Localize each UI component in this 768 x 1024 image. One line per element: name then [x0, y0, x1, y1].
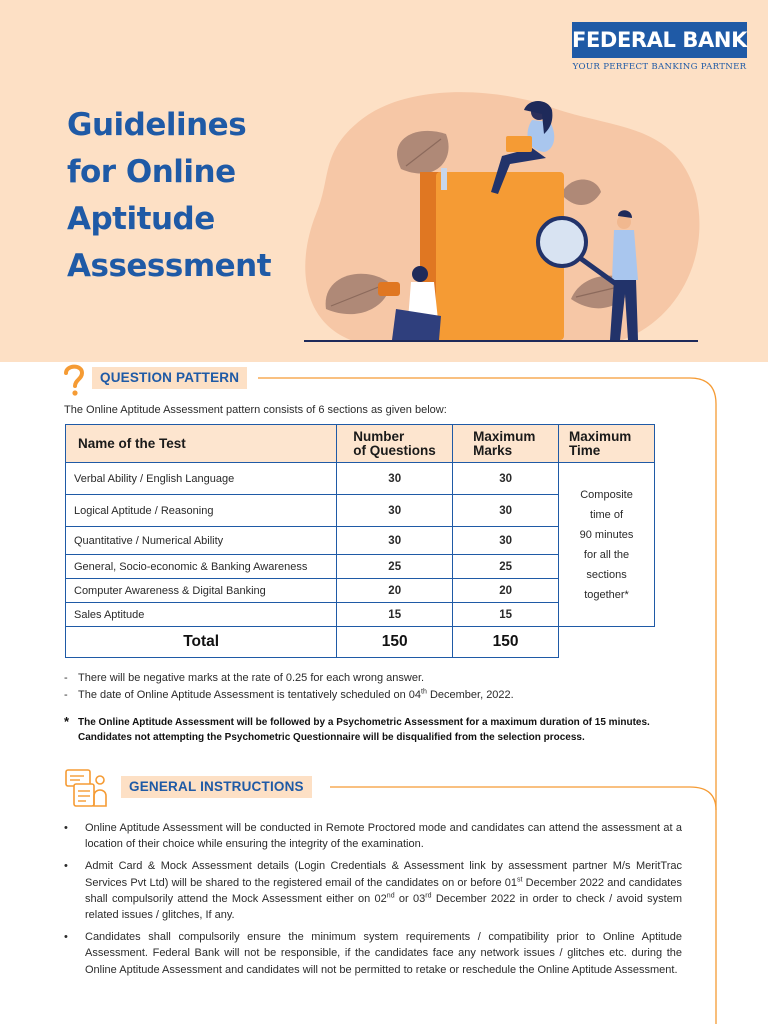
title-line-3: Aptitude [67, 201, 215, 237]
header-name-of-test: Name of the Test [66, 425, 337, 463]
note-text: The date of Online Aptitude Assessment is tentatively scheduled on 04 [78, 688, 422, 701]
instruction-text: Candidates shall compulsorily ensure the minimum system requirements / compatibility prior to Online Aptitude Assessment. Federal Bank will not be responsible, if the candidates face any network issues / glitches etc. during the Online Aptitude Assessment and candidates will not be permitted to retake or reschedule the Online Aptitude Assessment. [85, 931, 682, 976]
time-line: for all the [583, 548, 630, 561]
test-name: Logical Aptitude / Reasoning [66, 495, 337, 527]
note-item: - There will be negative marks at the rate of 0.25 for each wrong answer. [64, 672, 425, 684]
psychometric-note-line-1: The Online Aptitude Assessment will be followed by a Psychometric Assessment for a maximum duration of 15 minutes. [78, 717, 650, 728]
federal-bank-logo [572, 22, 747, 72]
test-questions: 20 [337, 579, 453, 603]
header-maximum-time [559, 425, 655, 463]
test-marks: 30 [453, 527, 559, 555]
test-marks: 25 [453, 555, 559, 579]
header-maximum-marks [453, 425, 559, 463]
total-marks: 150 [453, 627, 559, 658]
note-item: - The date of Online Aptitude Assessment is tentatively scheduled on 04th December, 2022. [64, 687, 514, 701]
logo-tagline: YOUR PERFECT BANKING PARTNER [572, 62, 747, 72]
title-line-4: Assessment [67, 248, 272, 284]
title-line-1: Guidelines [67, 107, 247, 143]
instruction-text: December 2022 and candidates shall compulsorily attend the Mock Assessment either on 02 [85, 876, 682, 905]
test-questions: 25 [337, 555, 453, 579]
test-name: Quantitative / Numerical Ability [66, 527, 337, 555]
bullet-icon: • [64, 860, 68, 873]
test-questions: 15 [337, 603, 453, 627]
test-name: Verbal Ability / English Language [66, 463, 337, 495]
time-line: sections [586, 568, 627, 581]
note-sup: th [421, 687, 427, 695]
total-questions: 150 [337, 627, 453, 658]
instruction-text: Admit Card & Mock Assessment details (Login Credentials & Assessment link by assessment partner M/s MeritTrac Services Pvt Ltd) will be shared to the registered email of the candidates on or before 01 [85, 860, 682, 889]
question-pattern-table [65, 424, 655, 658]
note-text: December, 2022. [426, 688, 514, 701]
bullet-icon: • [64, 822, 68, 834]
header-number-of-questions [337, 425, 453, 463]
test-name: Sales Aptitude [66, 603, 337, 627]
time-line: Composite [580, 488, 633, 501]
general-instructions-heading: GENERAL INSTRUCTIONS [121, 776, 312, 798]
test-name: General, Socio-economic & Banking Awareness [66, 555, 337, 579]
test-marks: 30 [453, 495, 559, 527]
time-line: together* [584, 588, 629, 601]
time-line: time of [590, 508, 624, 521]
list-item [64, 858, 682, 923]
note-text: There will be negative marks at the rate of 0.25 for each wrong answer. [78, 672, 425, 684]
pattern-notes [64, 670, 514, 703]
question-pattern-heading: QUESTION PATTERN [92, 367, 247, 389]
header-time-line-1: Maximum [569, 428, 632, 444]
list-item [64, 820, 682, 852]
test-questions: 30 [337, 527, 453, 555]
header-questions-line-2: of Questions [353, 442, 436, 458]
logo-wordmark: FEDERAL BANK [572, 22, 747, 58]
page-title [67, 102, 327, 290]
header-time-line-2: Time [569, 442, 601, 458]
test-marks: 15 [453, 603, 559, 627]
instruction-text: December 2022 in order to check / avoid system related issues / glitches, If any. [85, 892, 682, 922]
ordinal-sup: nd [386, 892, 395, 900]
test-questions: 30 [337, 495, 453, 527]
table-header-row [66, 425, 655, 463]
people-with-book-illustration [296, 84, 706, 346]
test-marks: 20 [453, 579, 559, 603]
instruction-list [64, 820, 682, 984]
time-line: 90 minutes [579, 528, 634, 541]
psychometric-note-line-2: Candidates not attempting the Psychometric Questionnaire will be disqualified from the selection process. [78, 731, 585, 743]
table-total-row [66, 627, 655, 658]
test-marks: 30 [453, 463, 559, 495]
instruction-text: or 03 [394, 892, 426, 905]
list-item [64, 929, 682, 978]
test-questions: 30 [337, 463, 453, 495]
question-mark-icon [62, 363, 86, 397]
bullet-icon: • [64, 931, 68, 944]
title-line-2: for Online [67, 154, 236, 190]
total-label: Total [66, 627, 337, 658]
asterisk: * [64, 714, 70, 729]
psychometric-note [64, 716, 650, 745]
header-questions-line-1: Number [353, 428, 405, 444]
header-marks-line-2: Marks [473, 442, 513, 458]
ordinal-sup: rd [425, 892, 432, 900]
instruction-text: Online Aptitude Assessment will be conducted in Remote Proctored mode and candidates can attend the assessment at a location of their choice while ensuring the integrity of the examination. [85, 822, 682, 851]
instructions-clipboard-icon [64, 768, 108, 808]
ordinal-sup: st [517, 875, 523, 883]
hero-banner [0, 0, 768, 362]
table-row [66, 463, 655, 495]
pattern-intro-text: The Online Aptitude Assessment pattern consists of 6 sections as given below: [64, 404, 447, 416]
test-name: Computer Awareness & Digital Banking [66, 579, 337, 603]
header-marks-line-1: Maximum [473, 428, 536, 444]
composite-time-cell [559, 463, 655, 627]
